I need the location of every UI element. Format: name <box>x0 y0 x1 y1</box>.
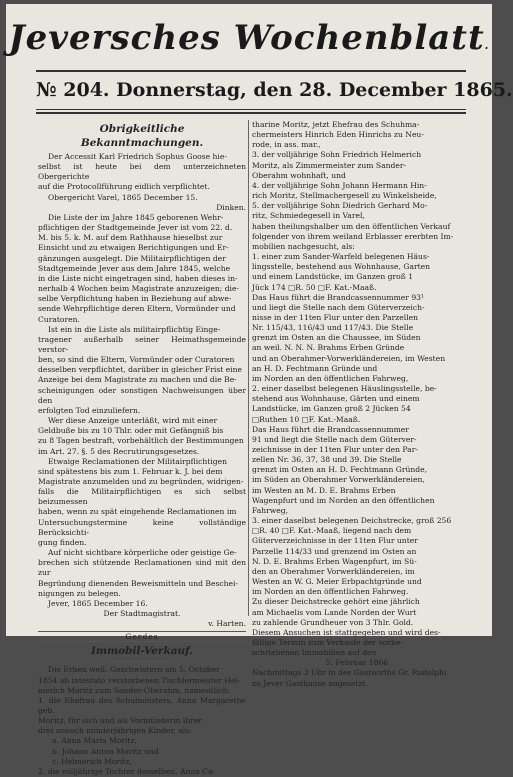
text-line: rich Moritz, Stellmachergesell zu Winkelsheide, <box>252 191 437 201</box>
text-line: folgender von ihrem weiland Erblasser ererbten Im- <box>252 231 454 241</box>
text-line: gänzungen ausgelegt. Die Militairpflichtigen der <box>38 253 226 263</box>
text-line: Güterverzeichnisse in der 11ten Flur unter <box>252 536 418 546</box>
text-line: Auf nicht sichtbare körperliche oder geistige Ge- <box>48 548 237 558</box>
dateline-rule-thick <box>36 112 466 114</box>
notice-conscription-list <box>38 213 246 325</box>
text-line: brechen sich stützende Reclamationen sind mit den zur <box>38 558 246 578</box>
text-line: Parzelle 114/33 und grenzend im Osten an <box>252 546 417 556</box>
text-line: in die Liste nicht eingetragen sind, haben dieses in- <box>38 273 238 283</box>
text-line: rode, in ass. mar., <box>252 140 321 150</box>
text-line: selbe Verpflichtung haben in Beziehung auf abwe- <box>38 294 232 304</box>
text-line: a. Anna Maria Moritz, <box>52 736 137 746</box>
text-line: falls die Militairpflichtigen es sich selbst beizumessen <box>38 487 246 507</box>
text-line: Wer diese Anzeige unterläßt, wird mit einer <box>48 416 218 426</box>
text-line: Dinken. <box>216 202 246 212</box>
text-line: sind spätestens bis zum 1. Februar k. J. bei dem <box>38 466 223 476</box>
text-line: im Art. 27. §. 5 des Recrutirungsgesetzes. <box>38 446 200 456</box>
text-line: schriebenen Immobilien auf den <box>252 648 377 658</box>
text-line: merich Moritz zum Sander-Oberahm, namentlich: <box>38 685 231 695</box>
masthead-rule <box>36 70 466 72</box>
text-line: zellen Nr. 36, 37, 38 und 39. Die Stelle <box>252 455 402 465</box>
sale-notice-continued <box>252 120 462 689</box>
text-line: nerhalb 4 Wochen beim Magistrate anzuzeigen; die- <box>38 284 240 294</box>
notice-protocol <box>38 152 246 213</box>
text-line: Curatoren. <box>38 314 80 324</box>
text-line: Stadtgemeinde Jever aus dem Jahre 1845, welche <box>38 263 231 273</box>
dateline-rule-thin <box>36 109 466 110</box>
text-line: mobilien nachgesucht, als: <box>252 241 355 251</box>
text-line: an H. D. Fechtmann Gründe und <box>252 363 378 373</box>
text-line: Jück 174 □R. 50 □F. Kat.-Maaß. <box>252 282 377 292</box>
text-line: stehend aus Wohnhause, Gärten und einem <box>252 394 420 404</box>
dateline <box>36 76 513 104</box>
text-line: Ist ein in die Liste als militairpflichtig Einge- <box>48 324 221 334</box>
text-line: 1. die Ehefrau des Schulmeisters, Anna Margarethe geb. <box>38 695 246 715</box>
text-line: und liegt die Stelle nach dem Güterverzeich- <box>252 302 425 312</box>
text-line: ritz, Schmiedegesell in Varel, <box>252 211 365 221</box>
text-line: Die Erben weil. Geschwistern am 5. October <box>48 665 220 675</box>
text-line: Westen an W. G. Meier Erbpachtgründe und <box>252 577 422 587</box>
text-line: 5. der volljährige Sohn Diedrich Gerhard Mo- <box>252 201 428 211</box>
text-line: Die Liste der im Jahre 1845 geborenen Wehr- <box>48 212 224 222</box>
text-line: selbst ist heute bei dem unterzeichneten Obergerichte <box>38 162 246 182</box>
text-line: und an Oberahmer-Vorwerkländereien, im Westen <box>252 353 446 363</box>
text-line: desselben verpflichtet, darüber in gleicher Frist eine <box>38 365 243 375</box>
text-line: Einsicht und zu etwaigen Berichtigungen und Er- <box>38 243 229 253</box>
notice-signature-clerk: Gerdes <box>38 631 246 642</box>
text-line: zu zahlende Grundheuer von 3 Thlr. Gold. <box>252 617 414 627</box>
text-line: 5. Februar 1866 <box>325 658 389 668</box>
text-line: und einem Landstücke, im Ganzen groß 1 <box>252 272 414 282</box>
section-title-sale: Immobil-Verkauf. <box>91 645 193 658</box>
text-line: Fahrweg, <box>252 505 289 515</box>
text-line: gung finden. <box>38 537 87 547</box>
right-column <box>252 120 462 689</box>
text-line: 1. einer zum Sander-Warfeld belegenen Häus- <box>252 252 430 262</box>
text-line: zeichnisse in der 11ten Flur unter den Par- <box>252 445 418 454</box>
notice-reclamations <box>38 457 246 548</box>
text-line: Nr. 115/43, 116/43 und 117/43. Die Stelle <box>252 323 414 333</box>
masthead-title: Jeversches Wochenblatt <box>8 18 485 58</box>
section-title-official: Obrigkeitliche Bekanntmachungen. <box>80 123 204 149</box>
issue-date: den 28. December 1865. <box>253 79 513 101</box>
text-line: Untersuchungstermine keine vollständige Berücksichti- <box>38 517 246 537</box>
text-line: 2. einer daselbst belegenen Häuslingsstelle, be- <box>252 384 437 394</box>
text-line: am Michaelis vom Lande Norden der Wurt <box>252 607 417 617</box>
text-line: Wagenpfurt und im Norden an den öffentlichen <box>252 495 435 505</box>
text-line: Etwaige Reclamationen der Militairpflichtigen <box>48 456 228 466</box>
text-line: im Norden an den öffentlichen Fahrweg. <box>252 587 409 597</box>
text-line: im Westen an M. D. E. Brahms Erben <box>252 485 396 495</box>
text-line: scheinigungen oder sonstigen Nachweisungen über den <box>38 385 246 405</box>
text-line: Das Haus führt die Brandcassennummer 93¹ <box>252 292 425 302</box>
text-line: haben, wenn zu spät eingehende Reclamationen im <box>38 507 237 517</box>
text-line: Nachmittags 3 Uhr in des Gastwirths Gr. Rudolphi <box>252 668 447 678</box>
text-line: Moritz, als Zimmermeister zum Sander- <box>252 160 407 170</box>
section-separator <box>112 661 172 662</box>
text-line: 91 und liegt die Stelle nach dem Güterver- <box>252 434 417 444</box>
text-line: ben, so sind die Eltern, Vormünder oder Curatoren <box>38 355 235 365</box>
notice-penalty <box>38 416 246 457</box>
text-line: den an Oberahmer Vorwerkländereien, im <box>252 566 415 576</box>
text-line: Der Accessit Karl Friedrich Sophus Goose hie- <box>48 152 227 161</box>
text-line: pflichtigen der Stadtgemeinde Jever ist vom 22. d. <box>38 223 233 233</box>
masthead <box>6 18 492 66</box>
notice-signature-office: Der Stadtmagistrat. <box>103 609 181 619</box>
text-line: Geldbuße bis zu 10 Thlr. oder mit Gefängniß bis <box>38 426 224 436</box>
text-line: 4. der volljährige Sohn Johann Hermann Hin- <box>252 180 427 190</box>
text-line: drei annoch minderjährigen Kinder, als: <box>38 726 192 736</box>
text-line: tragener außerhalb seiner Heimathsgemeinde verstor- <box>38 334 246 354</box>
text-line: b. Johann Anton Moritz und <box>52 746 159 756</box>
text-line: zu Jever Gasthause angesetzt. <box>252 678 369 688</box>
text-line: an weil. N. N. N. Brahms Erben Gründe <box>252 343 405 353</box>
text-line: Anzeige bei dem Magistrate zu machen und die Be- <box>38 375 237 385</box>
text-line: Das Haus führt die Brandcassennummer <box>252 424 409 434</box>
text-line: haben theilungshalber um den öffentlichen Verkauf <box>252 221 451 231</box>
text-line: Obergericht Varel, 1865 December 15. <box>48 192 198 202</box>
notice-death-report <box>38 325 246 416</box>
text-line: erfolgten Tod einzuliefern. <box>38 405 141 415</box>
text-line: Zu dieser Deichstrecke gehört eine jährlich <box>252 597 420 607</box>
text-line: grenzt im Osten an die Chaussee, im Süden <box>252 333 421 343</box>
text-line: auf die Protocollführung eidlich verpflichtet. <box>38 182 210 192</box>
masthead-suffix: . <box>484 39 490 52</box>
text-line: N. D. E. Brahms Erben Wagenpfurt, im Sü- <box>252 556 417 566</box>
sale-notice <box>38 665 246 777</box>
text-line: nigungen zu belegen. <box>38 588 121 598</box>
text-line: Oberahm wohnhaft, und <box>252 170 346 180</box>
text-line: Magistrate anzumelden und zu begründen, widrigen- <box>38 477 244 486</box>
left-column <box>38 120 246 777</box>
text-line: fällige Termin zum Verkaufe der vorbe- <box>252 637 403 647</box>
text-line: nisse in der 11ten Flur unter den Parzellen <box>252 312 418 322</box>
newspaper-page <box>6 4 513 776</box>
text-line: M. bis 5. k. M. auf dem Rathhause hieselbst zur <box>38 233 223 243</box>
text-line: Moritz, für sich und als Vormünderin ihrer <box>38 716 202 726</box>
column-divider <box>248 120 249 616</box>
text-line: zu 8 Tagen bestraft, vorbehältlich der Bestimmungen <box>38 436 244 446</box>
text-line: 3. der volljährige Sohn Friedrich Helmerich <box>252 150 422 160</box>
notice-medical <box>38 548 246 599</box>
issue-number: № 204. <box>36 79 110 101</box>
text-line: sende Wehrpflichtige deren Eltern, Vormünder und <box>38 304 236 314</box>
text-line: c. Helmerich Moritz, <box>52 756 132 766</box>
text-line: 1854 ab intestato verstorbenen Tischlermeister Hel- <box>38 675 241 685</box>
text-line: 3. einer daselbst belegenen Deichstrecke, groß 256 <box>252 516 452 526</box>
text-line: im Norden an den öffentlichen Fahrweg, <box>252 373 409 383</box>
text-line: lingsstelle, bestehend aus Wohnhause, Garten <box>252 262 431 272</box>
notice-date: Jever, 1865 December 16. <box>48 598 148 608</box>
text-line: im Süden an Oberahmer Vorwerkländereien, <box>252 475 425 485</box>
text-line: 2. die volljährige Tochter desselben, Anna Ca- <box>38 766 216 776</box>
text-line: grenzt im Osten an H. D. Fechtmann Gründe, <box>252 465 427 475</box>
text-line: Begründung dienenden Beweismitteln und Beschei- <box>38 578 238 588</box>
text-line: tharine Moritz, jetzt Ehefrau des Schuhma- <box>252 120 420 129</box>
notice-signature-name: v. Harten. <box>208 619 246 629</box>
text-line: chermeisters Hinrich Eden Hinrichs zu Neu- <box>252 130 424 140</box>
text-line: Landstücke, im Ganzen groß 2 Jücken 54 <box>252 404 411 414</box>
text-line: □R. 40 □F. Kat.-Maaß, liegend nach dem <box>252 526 412 536</box>
issue-day: Donnerstag, <box>116 79 247 101</box>
text-line: □Ruthen 10 □F. Kat.-Maaß. <box>252 414 361 424</box>
text-line: Diesem Ansuchen ist stattgegeben und wird des- <box>252 627 441 637</box>
